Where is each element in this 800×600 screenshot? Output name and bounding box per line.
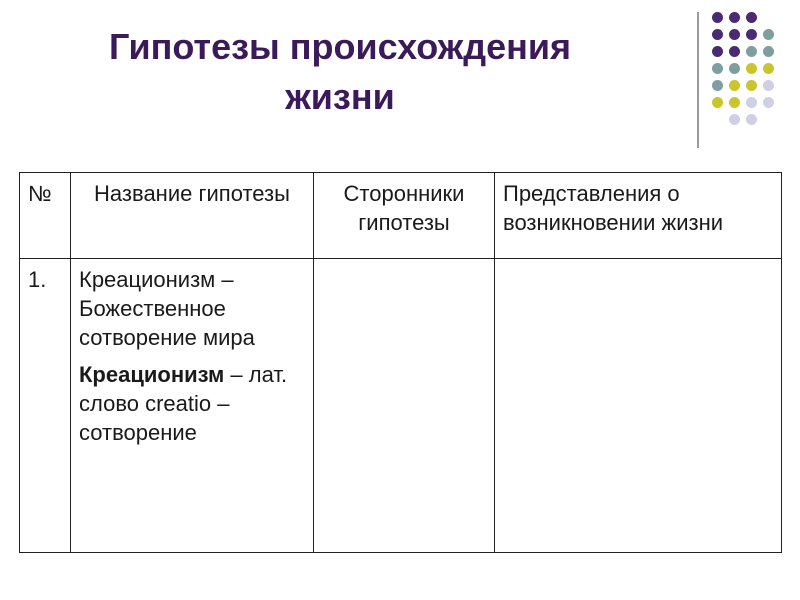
decorative-dot — [763, 29, 774, 40]
decorative-divider-line — [697, 12, 699, 148]
hypothesis-name-text: Креационизм – Божественное сотворение мира — [79, 267, 255, 350]
hypothesis-definition-text: – лат. слово creatio – сотворение — [79, 362, 288, 445]
decorative-dot — [729, 97, 740, 108]
decorative-dot — [712, 12, 723, 23]
table-header-row — [20, 173, 782, 259]
decorative-dot — [763, 80, 774, 91]
decorative-dot — [746, 63, 757, 74]
decorative-dot — [746, 80, 757, 91]
row-hypothesis-cell — [71, 259, 314, 553]
decorative-dot — [746, 12, 757, 23]
header-ideas: Представления о возникновении жизни — [495, 173, 782, 259]
header-hypothesis-name: Название гипотезы — [71, 173, 314, 259]
decorative-dot — [729, 46, 740, 57]
decorative-dot — [712, 29, 723, 40]
row-number-cell: 1. — [20, 259, 71, 553]
decorative-dot — [746, 29, 757, 40]
decorative-dot — [746, 46, 757, 57]
slide-title-line-2: жизни — [285, 76, 395, 117]
slide-title-line-1: Гипотезы происхождения — [108, 26, 572, 67]
decorative-dot — [712, 97, 723, 108]
table-row — [20, 259, 782, 553]
row-ideas-cell — [495, 259, 782, 553]
decorative-dot — [763, 46, 774, 57]
decorative-dot — [729, 80, 740, 91]
decorative-dot — [712, 46, 723, 57]
decorative-dot — [712, 80, 723, 91]
header-number: № — [20, 173, 71, 259]
decorative-dot — [729, 63, 740, 74]
decorative-dot — [746, 97, 757, 108]
decorative-dot — [729, 12, 740, 23]
decorative-dot — [712, 63, 723, 74]
hypotheses-table — [19, 172, 782, 553]
decorative-dot — [729, 29, 740, 40]
decorative-dot — [729, 114, 740, 125]
hypothesis-definition — [79, 360, 305, 447]
header-supporters: Сторонники гипотезы — [314, 173, 495, 259]
slide-title — [20, 22, 660, 122]
row-supporters-cell — [314, 259, 495, 553]
decorative-dot — [763, 97, 774, 108]
decorative-dot — [763, 63, 774, 74]
decorative-dot — [746, 114, 757, 125]
hypothesis-term: Креационизм — [79, 362, 225, 387]
